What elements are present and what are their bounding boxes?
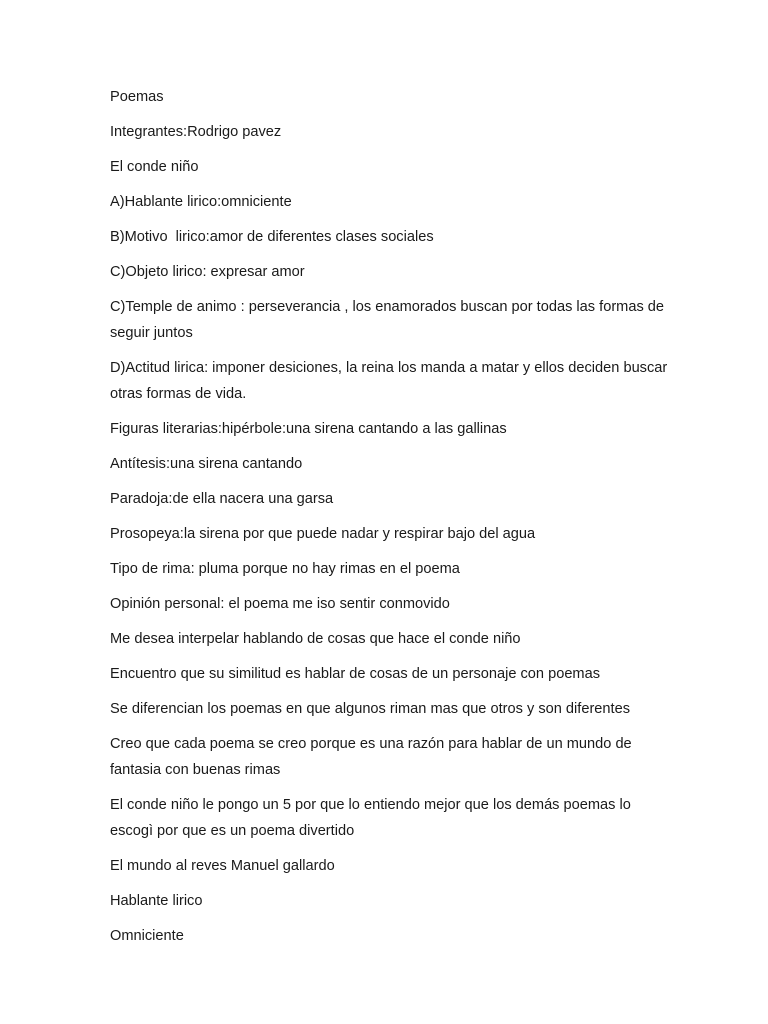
paragraph: A)Hablante lirico:omniciente (110, 194, 292, 210)
paragraph: C)Temple de animo : perseverancia , los enamorados buscan por todas las formas de seguir juntos (110, 299, 669, 341)
paragraph: Opinión personal: el poema me iso sentir conmovido (110, 596, 450, 612)
paragraph: Poemas (110, 89, 164, 105)
paragraph: Omniciente (110, 928, 184, 944)
paragraph: Se diferencian los poemas en que algunos riman mas que otros y son diferentes (110, 701, 631, 717)
paragraph: Me desea interpelar hablando de cosas que hace el conde niño (110, 631, 521, 647)
paragraph: Figuras literarias:hipérbole:una sirena cantando a las gallinas (110, 421, 507, 437)
paragraph: Tipo de rima: pluma porque no hay rimas en el poema (110, 561, 460, 577)
paragraph: Antítesis:una sirena cantando (110, 456, 303, 472)
paragraph: D)Actitud lirica: imponer desiciones, la reina los manda a matar y ellos deciden buscar otras formas de vida. (110, 360, 672, 402)
paragraph: Encuentro que su similitud es hablar de cosas de un personaje con poemas (110, 666, 601, 682)
paragraph: El mundo al reves Manuel gallardo (110, 858, 335, 874)
paragraph: El conde niño le pongo un 5 por que lo entiendo mejor que los demás poemas lo escogì por que es un poema divertido (110, 797, 635, 839)
paragraph: Paradoja:de ella nacera una garsa (110, 491, 334, 507)
paragraph: El conde niño (110, 159, 199, 175)
paragraph: B)Motivo lirico:amor de diferentes clases sociales (110, 229, 434, 245)
document-body (110, 84, 670, 958)
paragraph: Hablante lirico (110, 893, 203, 909)
paragraph: Prosopeya:la sirena por que puede nadar y respirar bajo del agua (110, 526, 536, 542)
paragraph: C)Objeto lirico: expresar amor (110, 264, 305, 280)
paragraph: Integrantes:Rodrigo pavez (110, 124, 282, 140)
paragraph: Creo que cada poema se creo porque es una razón para hablar de un mundo de fantasia con buenas rimas (110, 736, 636, 778)
